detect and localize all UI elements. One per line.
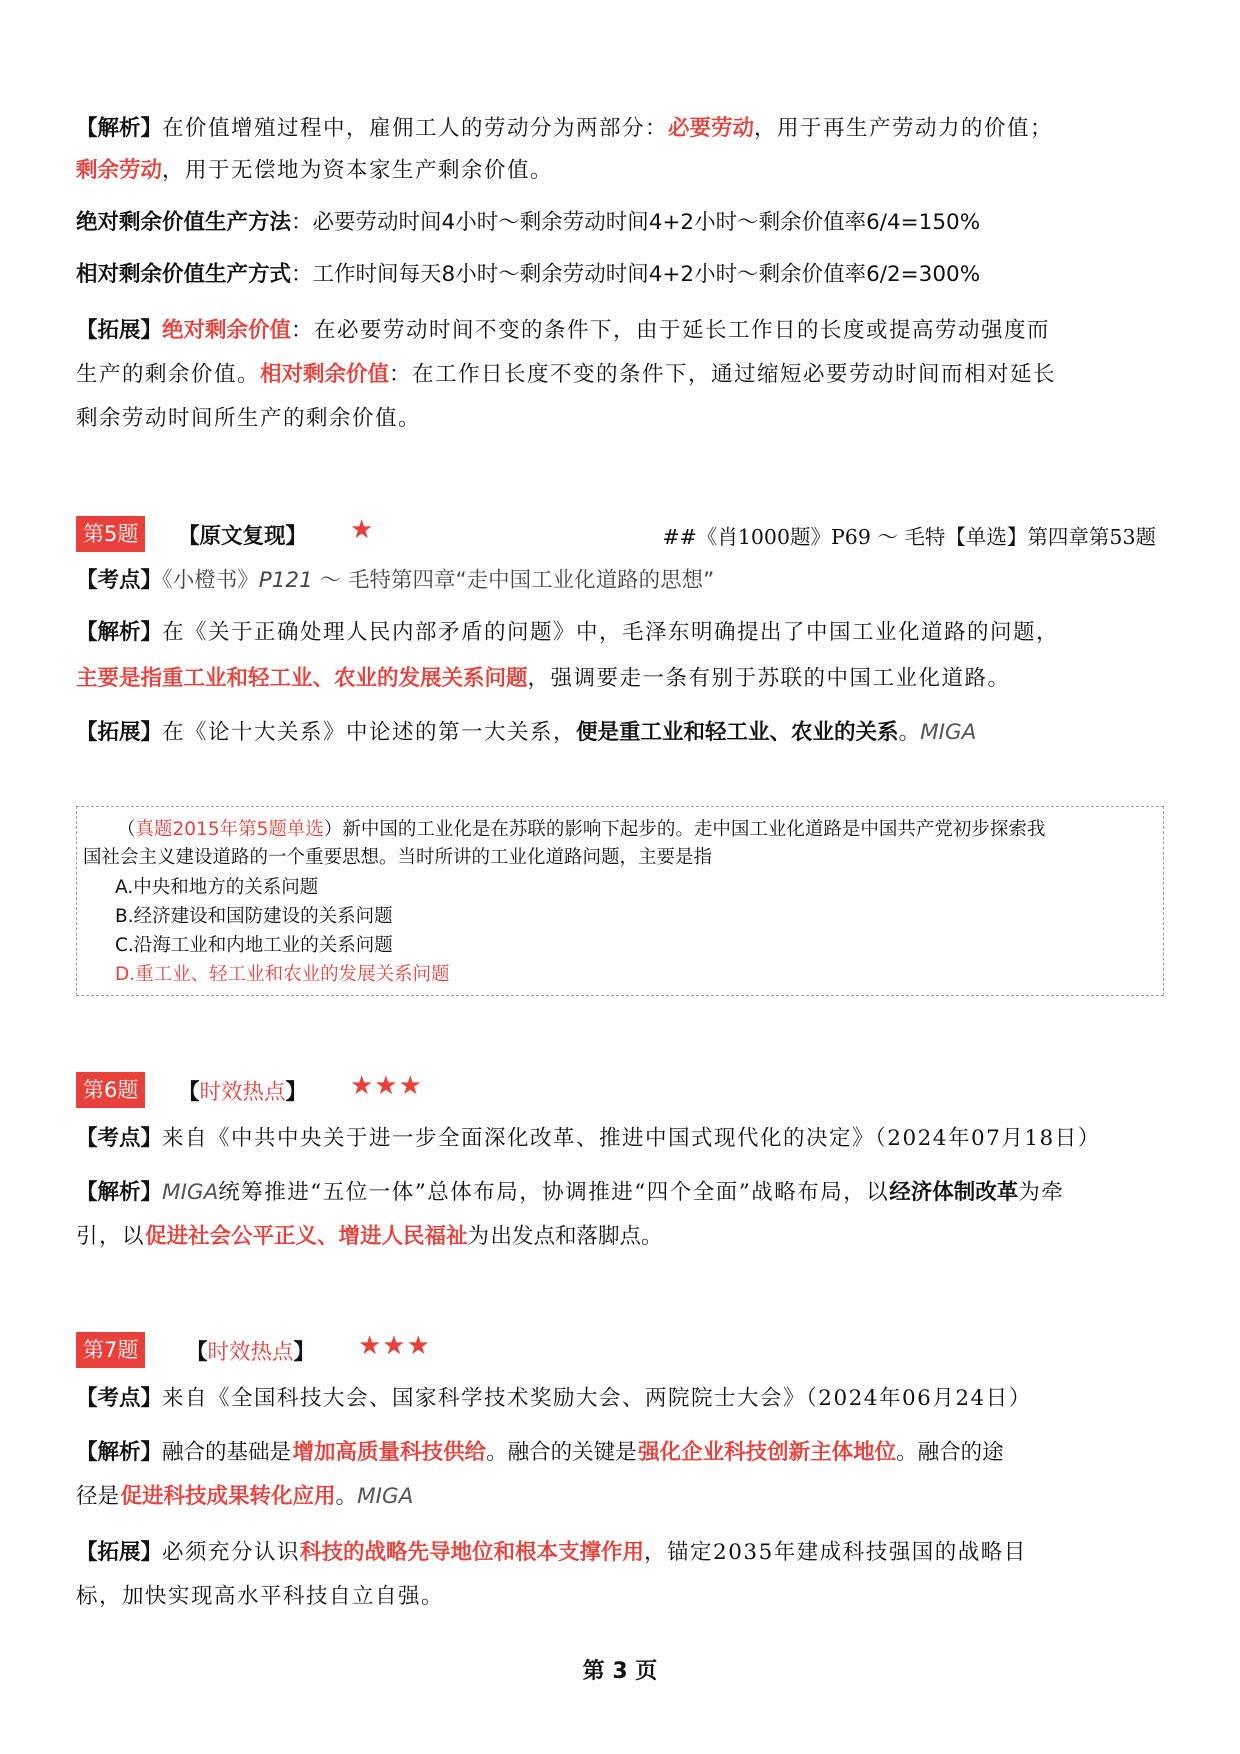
miga-watermark: MIGA (162, 1180, 219, 1205)
q5-jiexi-line1: 【解析】在《关于正确处理人民内部矛盾的问题》中，毛泽东明确提出了中国工业化道路的问题， (76, 620, 1060, 645)
jiexi-label: 【解析】 (76, 1440, 163, 1465)
q6-kaodian: 【考点】来自《中共中央关于进一步全面深化改革、推进中国式现代化的决定》（2024年07月18日） (76, 1126, 1101, 1151)
relative-method-line: 相对剩余价值生产方式：工作时间每天8小时～剩余劳动时间4+2小时～剩余价值率6/2=300% (76, 262, 981, 287)
kaodian-label: 【考点】 (76, 1126, 163, 1151)
question-stem-line2: 国社会主义建设道路的一个重要思想。当时所讲的工业化道路问题，主要是指 (83, 847, 713, 868)
page-number: 第 3 页 (582, 1659, 658, 1684)
q5-kaodian: 【考点】《小橙书》P121 ～ 毛特第四章“走中国工业化道路的思想” (76, 568, 715, 593)
highlight-necessary-labor: 必要劳动 (668, 116, 755, 141)
question-badge-7: 第7题 (76, 1332, 145, 1368)
jiexi-label: 【解析】 (76, 116, 163, 141)
star-rating-7: ★★★ (358, 1331, 431, 1361)
exam-question-box (76, 806, 1164, 996)
option-c: C.沿海工业和内地工业的关系问题 (115, 935, 393, 956)
top-jiexi-line2: 剩余劳动，用于无偿地为资本家生产剩余价值。 (76, 158, 554, 183)
top-tuozhan-line3: 剩余劳动时间所生产的剩余价值。 (76, 406, 422, 431)
absolute-method-line: 绝对剩余价值生产方法：必要劳动时间4小时～剩余劳动时间4+2小时～剩余价值率6/4=150% (76, 210, 981, 235)
question-stem-line1: （真题2015年第5题单选）新中国的工业化是在苏联的影响下起步的。走中国工业化道路是中国共产党初步探索我 (117, 819, 1046, 840)
kaodian-label: 【考点】 (76, 568, 163, 593)
q6-jiexi-line1: 【解析】MIGA统筹推进“五位一体”总体布局，协调推进“四个全面”战略布局，以经济体制改革为牵 (76, 1180, 1065, 1205)
jiexi-label: 【解析】 (76, 620, 163, 645)
option-b: B.经济建设和国防建设的关系问题 (115, 906, 393, 927)
q7-tuozhan-line2: 标，加快实现高水平科技自立自强。 (76, 1584, 445, 1609)
question-tag-5: 【原文复现】 (178, 524, 308, 549)
question-source-5: ##《肖1000题》P69 ～ 毛特【单选】第四章第53题 (662, 525, 1156, 549)
jiexi-label: 【解析】 (76, 1180, 163, 1205)
star-rating-5: ★ (350, 515, 375, 545)
tuozhan-label: 【拓展】 (76, 1540, 163, 1565)
q5-tuozhan: 【拓展】在《论十大关系》中论述的第一大关系，便是重工业和轻工业、农业的关系。MIGA (76, 720, 977, 745)
question-tag-6: 【时效热点】 (178, 1080, 308, 1105)
q7-tuozhan-line1: 【拓展】必须充分认识科技的战略先导地位和根本支撑作用，锚定2035年建成科技强国的战略目 (76, 1540, 1027, 1565)
tuozhan-label: 【拓展】 (76, 720, 163, 745)
top-jiexi-line1: 【解析】在价值增殖过程中，雇佣工人的劳动分为两部分：必要劳动，用于再生产劳动力的价值； (76, 116, 1054, 141)
kaodian-label: 【考点】 (76, 1386, 163, 1411)
miga-watermark: MIGA (920, 720, 977, 745)
top-tuozhan-line1: 【拓展】绝对剩余价值：在必要劳动时间不变的条件下，由于延长工作日的长度或提高劳动强度而 (76, 318, 1051, 343)
q7-jiexi-line2: 径是促进科技成果转化应用。MIGA (76, 1484, 414, 1509)
miga-watermark: MIGA (357, 1484, 414, 1509)
q7-kaodian: 【考点】来自《全国科技大会、国家科学技术奖励大会、两院院士大会》（2024年06月24日） (76, 1386, 1032, 1411)
exam-source-tag: 真题2015年第5题单选 (135, 819, 324, 840)
tuozhan-label: 【拓展】 (76, 318, 163, 343)
option-a: A.中央和地方的关系问题 (115, 877, 319, 898)
q5-jiexi-line2: 主要是指重工业和轻工业、农业的发展关系问题，强调要走一条有别于苏联的中国工业化道路。 (76, 666, 1011, 691)
star-rating-6: ★★★ (350, 1071, 423, 1101)
question-badge-5: 第5题 (76, 516, 145, 552)
question-tag-7: 【时效热点】 (186, 1340, 316, 1365)
option-d-correct: D.重工业、轻工业和农业的发展关系问题 (115, 964, 450, 985)
q7-jiexi-line1: 【解析】融合的基础是增加高质量科技供给。融合的关键是强化企业科技创新主体地位。融合的途 (76, 1440, 1004, 1465)
question-badge-6: 第6题 (76, 1072, 145, 1108)
q6-jiexi-line2: 引，以促进社会公平正义、增进人民福祉为出发点和落脚点。 (76, 1224, 663, 1249)
top-tuozhan-line2: 生产的剩余价值。相对剩余价值：在工作日长度不变的条件下，通过缩短必要劳动时间而相对延长 (76, 362, 1057, 387)
highlight-surplus-labor: 剩余劳动 (76, 158, 163, 183)
